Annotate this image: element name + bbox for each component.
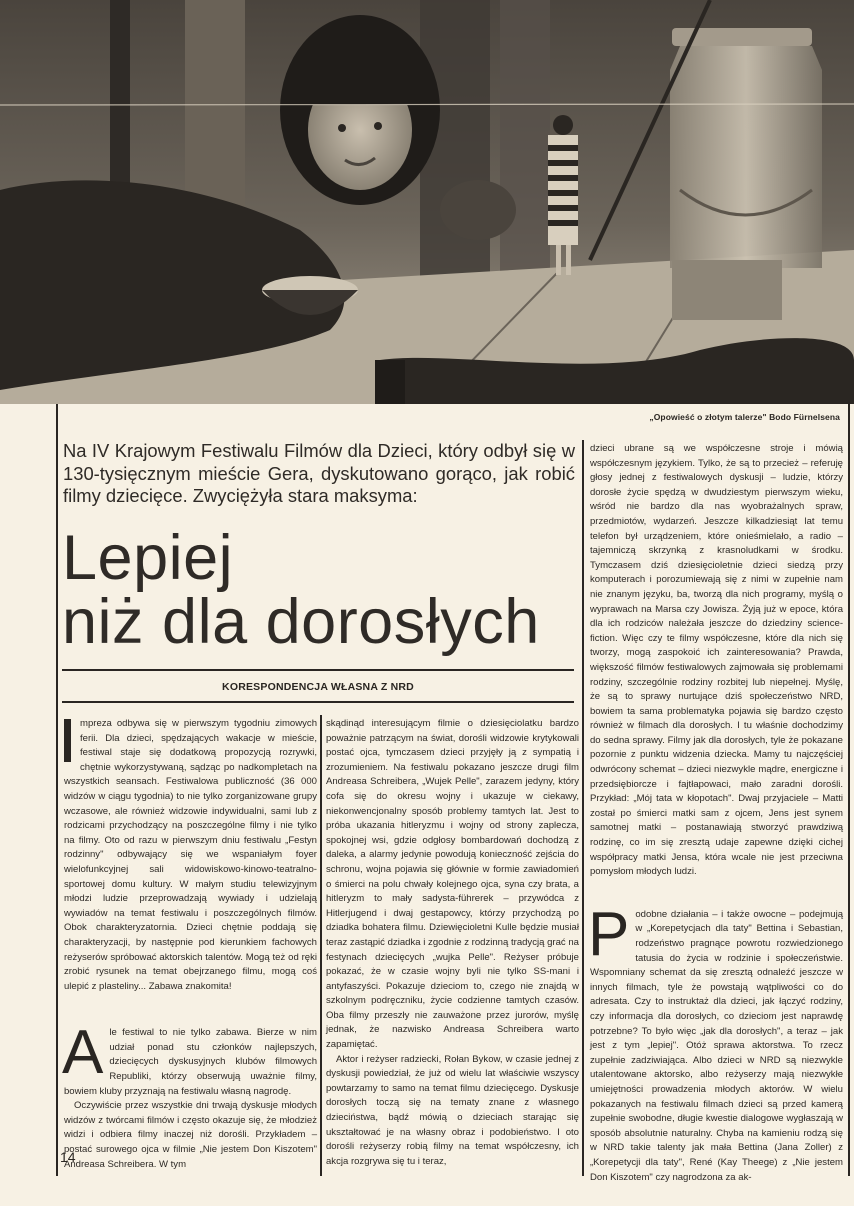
column-rule-2-3 xyxy=(582,440,584,1176)
headline-line-1: Lepiej xyxy=(62,523,234,593)
right-border-rule xyxy=(848,404,850,1176)
photo-caption: „Opowieść o złotym talerze" Bodo Fürnelsena xyxy=(649,412,840,422)
article-lead: Na IV Krajowym Festiwalu Filmów dla Dzieci, który odbył się w 130-tysięcznym mieście Gera, dyskutowano gorąco, jak robić filmy dziecięce. Zwyciężyła stara maksyma: xyxy=(63,440,575,506)
paragraph: Ale festiwal to nie tylko zabawa. Bierze w nim udział ponad stu członków najlepszych, dziecięcych dyskusyjnych klubów filmowych Republiki, którzy obserwują uważnie filmy, bowiem kluby przyznają na festiwalu własną nagrodę. xyxy=(62,1018,317,1097)
column-rule-1-2 xyxy=(320,715,322,1176)
text-column-1 xyxy=(64,717,317,1172)
paragraph: dzieci ubrane są we współczesne stroje i mówią współczesnym językiem. Tylko, że są to przecież – referuję głosy jednej z festiwalowych dyskusji – ludzie, którzy dorosłe życie spędzą w dwudziestym pierwszym wieku, wśród nie bardzo dla nas wyobrażalnych spraw, przedmiotów, wydarzeń. Jeszcze kilkadziesiąt lat temu telefon był urządzeniem, które onieśmielało, a radio – tajemniczą skrzynką z krasnoludkami w środku. Tymczasem dziś dziesięcioletnie dzieci siedzą przy komputerach i porozumiewają się z nimi w zupełnie nam nie znanym języku, ba, tworzą dla nich programy, myślą o wyprawach na Marsa czy Jowisza. Żyją już w epoce, która dla ich rodziców należała jeszcze do dziedziny science-fiction. Więc czy te filmy współczesne, które dla nich się tworzy, mogą zaspokoić ich zainteresowania? Prawda, większość filmów festiwalowych zajmowała się problemami rodziny, szczególnie rodziny rozbitej lub niepełnej. Myślę, że są to sprawy nurtujące dziś społeczeństwo NRD, bowiem ta sama problematyka pojawia się bardzo często również w filmach dla dorosłych. I tu właśnie dochodzimy do sedna sprawy. Filmy jak dla dorosłych, tyle że pokazane pozornie z punktu widzenia dziecka. Mamy tu najczęściej odwrócony schemat – dzieci niezwykle mądre, energiczne i przedsiębiorcze i fajtłapowaci, mało zaradni dorośli. Przykład: „Mój tata w kłopotach". Dwaj przyjaciele – Matti został po śmierci matki sam z ojcem, Jens jest synem samotnej matki – postanawiają stworzyć prawdziwą rodzinę, co im się zresztą udaje zapewne dzięki cichej współpracy matki Jensa, która wcale nie jest przeciwna pomysłom młodych ludzi. xyxy=(590,443,843,878)
paragraph: Podobne działania – i także owocne – podejmują w „Korepetycjach dla taty" Bettina i Sebastian, rodzeństwo pragnące powrotu rozwiedzionego tatusia do życia w rodzinie i społeczeństwie. Wspomniany schemat da się zresztą odnaleźć jeszcze w innych filmach, tyle że powstają wątpliwości co do adresata. Czy to instruktaż dla dzieci, jak łączyć rodziny, czy informacja dla dorosłych, co dzieciom jest naprawdę potrzebne? To było więc „jak dla dorosłych", a teraz – jak jest z tym „lepiej". Otóż sprawa aktorstwa. To rzecz zupełnie zadziwiająca. Albo dzieci w NRD są niezwykle utalentowane aktorsko, albo reżyserzy mają niezwykłe umiejętności prowadzenia młodych aktorów. W wielu pokazanych na festiwalu filmach dzieci są przed kamerą zupełnie swobodne, długie kwestie dialogowe wygłaszają w sposób absolutnie naturalny. Chyba na kamieniu rodzą się w NRD takie talenty jak mała Bettina (Jana Zoller) z „Korepetycji dla taty", René (Kay Theege) z „Nie jestem Don Kiszotem" czy nagrodzona za ak- xyxy=(588,899,843,1183)
paragraph: Oczywiście przez wszystkie dni trwają dyskusje młodych widzów z twórcami filmów i często okazuje się, że młodzież widzi i odbiera filmy inaczej niż dorośli. Przykładem – postać surowego ojca w filmie „Nie jestem Don Kiszotem" Andreasa Schreibera. W tym xyxy=(64,1100,317,1170)
dropcap-P: P xyxy=(588,899,630,969)
text-column-2 xyxy=(326,717,579,1169)
dropcap-A: A xyxy=(62,1018,104,1088)
photo-illustration xyxy=(0,0,854,404)
left-border-rule xyxy=(56,404,58,1176)
page-number: 14 xyxy=(60,1149,76,1165)
article-byline: KORESPONDENCJA WŁASNA Z NRD xyxy=(222,681,414,693)
text-column-3 xyxy=(590,442,843,1185)
headline-line-2: niż dla dorosłych xyxy=(62,587,540,657)
article-headline xyxy=(62,523,582,657)
byline-rule-bottom xyxy=(62,701,574,703)
film-still-photo xyxy=(0,0,854,404)
byline-rule-top xyxy=(62,669,574,671)
paragraph: mpreza odbywa się w pierwszym tygodniu zimowych ferii. Dla dzieci, spędzających wakacje w mieście, festiwal staje się dodatkową propozycją rozrywki, chętnie wykorzystywaną, sądząc po nadkompletach na wszystkich seansach. Festiwalowa publiczność (36 000 widzów w ciągu tygodnia) to nie tylko zorganizowane grupy wczasowe, ale również widzowie indywidualni, sami lub z rodzicami przychodzący na poszczególne filmy i nie tylko na filmy. Oto od razu w pierwszym dniu festiwalu „Festyn rodzinny" odbywający się we wspaniałym foyer wielofunkcyjnej sali widowiskowo-kinowo-teatralno-sportowej domu kultury. W małym studiu telewizyjnym młodzi ludzie przeprowadzają wywiady i udzielają wywiadów na temat festiwalu i poszczególnych filmów. Obok charakteryzatornia. Dzieci chętnie poddają się charakteryzacji, by następnie pod kierunkiem fachowych reżyserów spróbować aktorskich talentów. Mogą też od ręki zrobić rysunek na temat obejrzanego filmu, mogą coś ulepić z plasteliny... Zabawa znakomita! xyxy=(64,718,317,992)
dropcap-I xyxy=(64,719,71,762)
paragraph: skądinąd interesującym filmie o dziesięciolatku bardzo poważnie patrzącym na świat, dorośli widzowie krytykowali postać ojca, tymczasem dzieci przyjęły ją z sympatią i zrozumieniem. Na festiwalu pokazano jeszcze drugi film Andreasa Schreibera, „Wujek Pelle", zarazem jedyny, który cofa się do okresu wojny i ukazuje w ciekawy, niekonwencjonalny sposób problemy tamtych lat. Jest to próba ukazania hitleryzmu i wojny od strony zaplecza, spokojnej wsi, gdzie odgłosy bombardowań dochodzą z daleka, a alarmy jedynie powodują konieczność zejścia do schronu, wojna pojawia się głównie w formie zawiadomień o śmierci na polu chwały kolejnego ojca, syna czy brata, a hitleryzm to mały sadysta-führerek – przywódca z Hitlerjugend i dwaj gestapowcy, którzy przychodzą po dziadka bohatera filmu. Dziewięcioletni Kulle będzie musiał teraz zastąpić dziadka i zgodnie z rodzinną tradycją grać na festynach dziecięcych „wujka Pelle". Reżyser próbuje pokazać, że w czasie wojny byli nie tylko SS-mani i antyfaszyści. Pokazuje dzieciom to, czego nie znajdą w szkolnym podręczniku, życie codzienne tamtych czasów. Oba filmy przeszły nie zauważone przez jurorów, myślę jednak, że nazwisko Andreasa Schreibera warto zapamiętać. xyxy=(326,718,579,1051)
paragraph: Aktor i reżyser radziecki, Rołan Bykow, w czasie jednej z dyskusji powiedział, że już od wielu lat właściwie wszyscy powtarzamy to samo na temat filmu dziecięcego. Dyskusje dorosłych toczą się na tematy znane z własnego dzieciństwa, bądź mówią o dzieciach starając się ukształtować je na własny obraz i podobieństwo. I oto dorośli reżyserzy robią filmy na temat współczesny, ich akcja rozgrywa się tu i teraz, xyxy=(326,1053,579,1167)
